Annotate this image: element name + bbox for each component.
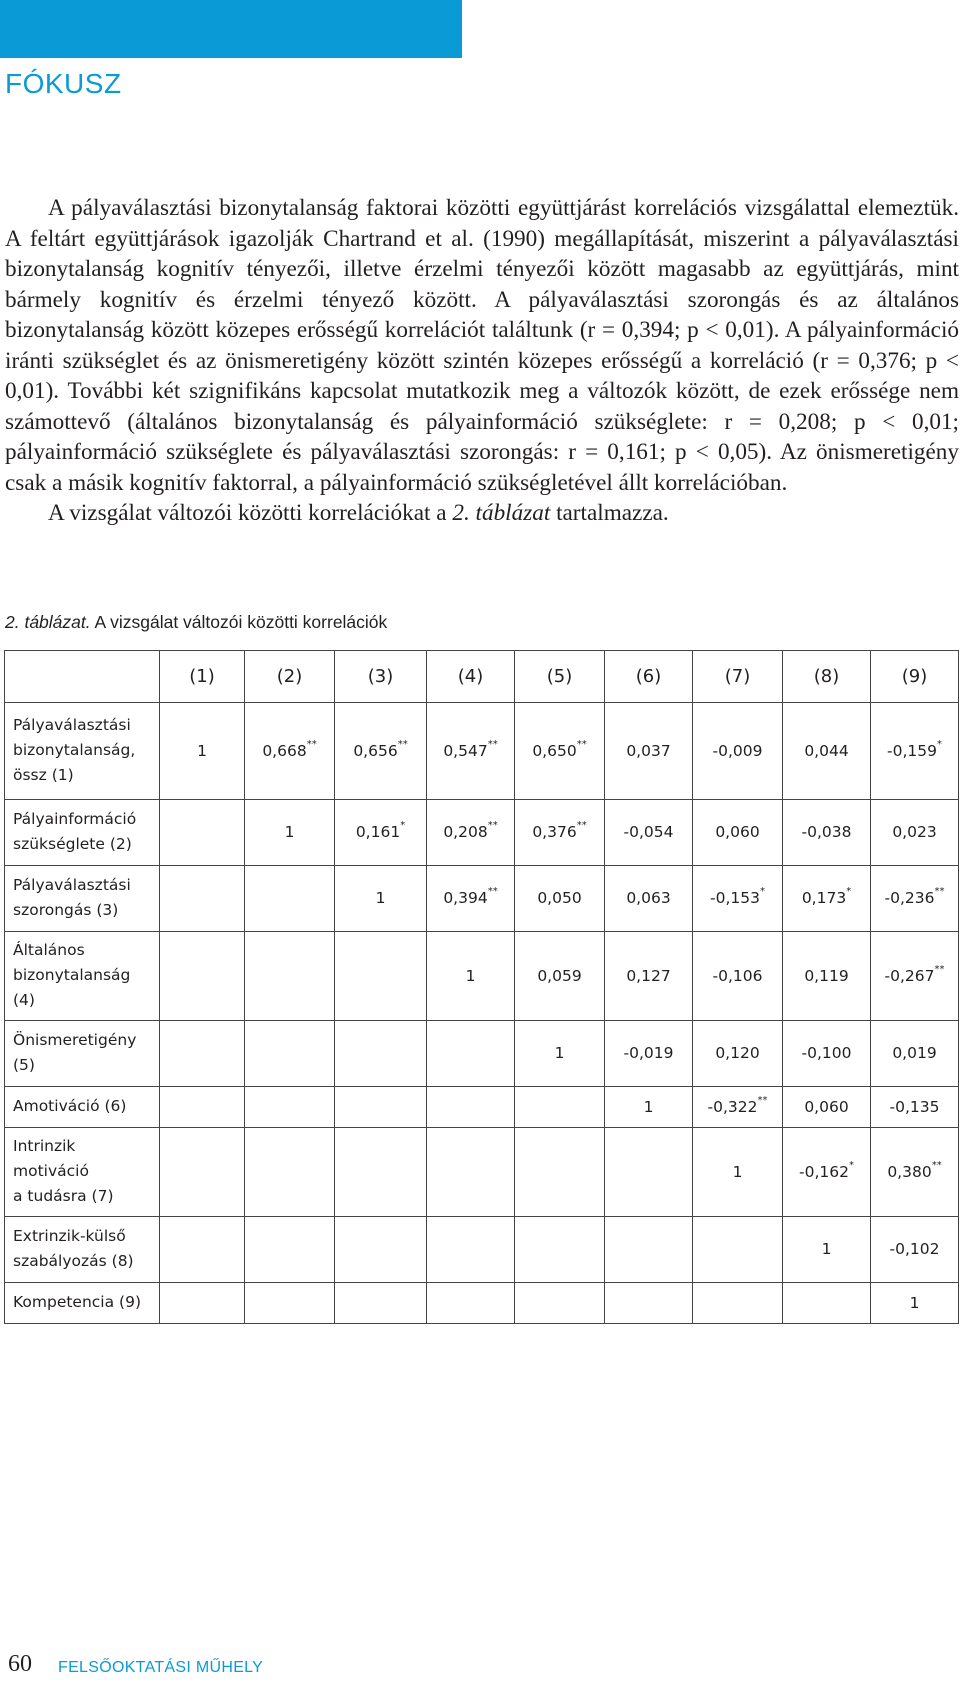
correlation-cell	[871, 1086, 959, 1127]
correlation-value: 1	[554, 1044, 565, 1063]
correlation-cell	[515, 799, 605, 865]
body-paragraph-1: A pályaválasztási bizonytalanság faktorai közötti együttjárást korrelációs vizsgálattal elemeztük. A feltárt együttjárások igazolják Chartrand et al. (1990) megállapítását, miszerint a pályaválasztási bizonytalanság kognitív tényezői, illetve érzelmi tényezői között magasabb az együttjárás, mint bármely kognitív és érzelmi tényező között. A pályaválasztási szorongás és az általános bizonytalanság között közepes erősségű korrelációt találtunk (r = 0,394; p < 0,01). A pályainformáció iránti szükséglet és az önismeretigény között szintén közepes erősségű a korreláció (r = 0,376; p < 0,01). További két szignifikáns kapcsolat mutatkozik meg a változók között, de ezek erőssége nem számottevő (általános bizonytalanság és pályainformáció szükséglete: r = 0,208; p < 0,01; pályainformáció szükséglete és pályaválasztási szorongás: r = 0,161; p < 0,05). Az önismeretigény csak a másik kognitív faktorral, a pályainformáció szükségletével állt korrelációban.	[5, 195, 959, 496]
significance-marker: **	[487, 738, 498, 750]
correlation-cell	[515, 703, 605, 800]
correlation-cell	[335, 1127, 427, 1216]
significance-marker: *	[846, 886, 852, 898]
significance-marker: **	[757, 1094, 768, 1106]
column-header: (3)	[335, 651, 427, 703]
correlation-cell	[160, 865, 245, 931]
correlation-cell	[160, 799, 245, 865]
row-label	[5, 1086, 160, 1127]
column-header: (9)	[871, 651, 959, 703]
table-caption-text: A vizsgálat változói közötti korrelációk	[90, 612, 388, 632]
correlation-cell	[427, 1216, 515, 1282]
correlation-value: -0,009	[712, 741, 763, 760]
correlation-cell	[871, 865, 959, 931]
row-label-line: Extrinzik-külső	[13, 1227, 126, 1246]
correlation-cell	[871, 1282, 959, 1323]
correlation-value: 1	[375, 889, 386, 908]
correlation-value: 0,060	[804, 1097, 849, 1116]
table-reference: 2. táblázat	[452, 500, 551, 526]
correlation-value: 0,394	[443, 889, 488, 908]
significance-marker: **	[306, 738, 317, 750]
correlation-value: -0,019	[623, 1044, 674, 1063]
correlation-cell	[783, 931, 871, 1020]
correlation-value: 0,044	[804, 741, 849, 760]
table-row	[5, 799, 959, 865]
correlation-cell	[605, 703, 693, 800]
row-label-line: Pályaválasztási	[13, 876, 131, 895]
row-label-line: bizonytalanság	[13, 966, 131, 985]
paragraph-2-after: tartalmazza.	[550, 500, 669, 526]
correlation-value: 0,050	[537, 889, 582, 908]
row-label	[5, 703, 160, 800]
correlation-cell	[160, 1282, 245, 1323]
correlation-value: 0,060	[715, 823, 760, 842]
table-caption	[5, 612, 387, 633]
correlation-cell	[245, 865, 335, 931]
correlation-cell	[693, 931, 783, 1020]
correlation-value: 1	[909, 1293, 920, 1312]
correlation-value: 0,059	[537, 966, 582, 985]
column-header: (5)	[515, 651, 605, 703]
correlation-cell	[605, 865, 693, 931]
correlation-cell	[335, 799, 427, 865]
row-label	[5, 865, 160, 931]
correlation-value: -0,106	[712, 966, 763, 985]
correlation-cell	[335, 1216, 427, 1282]
correlation-value: -0,135	[889, 1097, 940, 1116]
column-header: (4)	[427, 651, 515, 703]
correlation-value: -0,236	[884, 889, 935, 908]
correlation-cell	[783, 865, 871, 931]
correlation-cell	[515, 1020, 605, 1086]
correlation-cell	[160, 1127, 245, 1216]
correlation-cell	[427, 1086, 515, 1127]
row-label	[5, 1020, 160, 1086]
body-text	[5, 193, 959, 529]
table-row	[5, 931, 959, 1020]
correlation-cell	[693, 799, 783, 865]
significance-marker: **	[487, 820, 498, 832]
correlation-cell	[427, 1020, 515, 1086]
correlation-value: -0,038	[801, 823, 852, 842]
correlation-value: 0,208	[443, 823, 488, 842]
correlation-cell	[427, 931, 515, 1020]
correlation-value: 0,376	[532, 823, 577, 842]
correlation-cell	[693, 703, 783, 800]
column-header: (6)	[605, 651, 693, 703]
column-header: (8)	[783, 651, 871, 703]
table-row	[5, 1282, 959, 1323]
correlation-cell	[605, 799, 693, 865]
correlation-value: 0,547	[443, 741, 488, 760]
correlation-value: 0,019	[892, 1044, 937, 1063]
row-label-line: a tudásra (7)	[13, 1187, 114, 1206]
correlation-cell	[605, 1086, 693, 1127]
correlation-value: 0,173	[801, 889, 847, 908]
correlation-value: -0,162	[799, 1162, 849, 1181]
significance-marker: **	[934, 963, 945, 975]
row-label	[5, 1127, 160, 1216]
correlation-cell	[245, 703, 335, 800]
correlation-value: 1	[821, 1240, 832, 1259]
correlation-cell	[605, 931, 693, 1020]
row-label	[5, 1282, 160, 1323]
correlation-cell	[335, 1282, 427, 1323]
correlation-cell	[245, 931, 335, 1020]
correlation-value: 1	[197, 741, 207, 760]
correlation-cell	[427, 1282, 515, 1323]
row-label-line: össz (1)	[13, 766, 74, 785]
correlation-cell	[515, 1216, 605, 1282]
correlation-cell	[245, 799, 335, 865]
correlation-value: 0,063	[626, 889, 671, 908]
correlation-value: -0,267	[884, 966, 935, 985]
row-label-line: Pályainformáció	[13, 810, 137, 829]
correlation-cell	[160, 1020, 245, 1086]
significance-marker: *	[936, 738, 942, 750]
significance-marker: **	[487, 886, 498, 898]
correlation-cell	[160, 1086, 245, 1127]
correlation-cell	[693, 1086, 783, 1127]
correlation-cell	[427, 703, 515, 800]
correlation-cell	[693, 1127, 783, 1216]
page-number: 60	[8, 1651, 32, 1677]
correlation-cell	[871, 799, 959, 865]
correlation-cell	[871, 1020, 959, 1086]
correlation-value: 1	[732, 1162, 743, 1181]
correlation-cell	[160, 703, 245, 800]
correlation-cell	[245, 1020, 335, 1086]
correlation-value: 0,650	[532, 741, 577, 760]
significance-marker: **	[576, 738, 587, 750]
correlation-cell	[515, 931, 605, 1020]
correlation-value: 1	[465, 966, 476, 985]
significance-marker: **	[934, 886, 945, 898]
correlation-cell	[245, 1282, 335, 1323]
correlation-cell	[783, 1282, 871, 1323]
correlation-cell	[783, 703, 871, 800]
significance-marker: *	[400, 820, 406, 832]
correlation-value: 0,656	[353, 741, 398, 760]
table-row	[5, 1127, 959, 1216]
correlation-value: 1	[284, 823, 295, 842]
correlation-cell	[515, 1282, 605, 1323]
row-label-line: motiváció	[13, 1162, 89, 1181]
correlation-cell	[693, 865, 783, 931]
section-label: FÓKUSZ	[5, 68, 122, 99]
significance-marker: *	[848, 1159, 854, 1171]
correlation-cell	[515, 1086, 605, 1127]
row-label	[5, 799, 160, 865]
correlation-cell	[783, 799, 871, 865]
correlation-cell	[245, 1086, 335, 1127]
correlation-value: -0,159	[887, 741, 937, 760]
row-label	[5, 1216, 160, 1282]
significance-marker: **	[397, 738, 408, 750]
correlation-value: 0,668	[262, 741, 307, 760]
correlation-value: 0,380	[887, 1162, 932, 1181]
row-label-line: szorongás (3)	[13, 901, 119, 920]
column-header: (2)	[245, 651, 335, 703]
correlation-cell	[693, 1216, 783, 1282]
paragraph-2-before: A vizsgálat változói közötti korrelációkat a	[48, 500, 453, 526]
correlation-cell	[515, 1127, 605, 1216]
correlation-cell	[160, 1216, 245, 1282]
correlation-value: 1	[643, 1097, 654, 1116]
correlation-cell	[335, 703, 427, 800]
correlation-value: 0,023	[892, 823, 937, 842]
row-label-line: Általános	[13, 941, 85, 960]
correlation-value: 0,127	[626, 966, 671, 985]
correlation-value: -0,100	[801, 1044, 852, 1063]
correlation-cell	[871, 931, 959, 1020]
correlation-cell	[871, 1216, 959, 1282]
row-label-line: szabályozás (8)	[13, 1252, 134, 1271]
correlation-cell	[427, 1127, 515, 1216]
row-label-line: szükséglete (2)	[13, 835, 132, 854]
header-empty-cell	[5, 651, 160, 703]
correlation-cell	[160, 931, 245, 1020]
table-body	[5, 703, 959, 1324]
journal-title: FELSŐOKTATÁSI MŰHELY	[58, 1659, 264, 1676]
row-label-line: Amotiváció (6)	[13, 1097, 127, 1116]
correlation-cell	[515, 865, 605, 931]
correlation-cell	[605, 1282, 693, 1323]
correlation-cell	[693, 1020, 783, 1086]
significance-marker: *	[759, 886, 765, 898]
correlation-cell	[783, 1216, 871, 1282]
correlation-cell	[871, 1127, 959, 1216]
correlation-value: -0,322	[707, 1097, 758, 1116]
table-row	[5, 1020, 959, 1086]
correlation-cell	[605, 1127, 693, 1216]
correlation-cell	[245, 1127, 335, 1216]
row-label-line: bizonytalanság,	[13, 741, 136, 760]
table-row	[5, 703, 959, 800]
correlation-cell	[335, 1020, 427, 1086]
correlation-cell	[427, 865, 515, 931]
correlation-value: -0,102	[889, 1240, 940, 1259]
correlation-cell	[335, 865, 427, 931]
row-label-line: Pályaválasztási	[13, 716, 131, 735]
table-header-row	[5, 651, 959, 703]
correlation-cell	[871, 703, 959, 800]
correlation-value: 0,037	[626, 741, 671, 760]
correlation-cell	[783, 1020, 871, 1086]
body-paragraph-2	[5, 498, 959, 529]
row-label-line: (5)	[13, 1056, 35, 1075]
correlation-cell	[427, 799, 515, 865]
column-header: (1)	[160, 651, 245, 703]
significance-marker: **	[576, 820, 587, 832]
table-row	[5, 1216, 959, 1282]
row-label	[5, 931, 160, 1020]
correlation-cell	[783, 1127, 871, 1216]
row-label-line: (4)	[13, 991, 35, 1010]
table-row	[5, 1086, 959, 1127]
row-label-line: Intrinzik	[13, 1137, 76, 1156]
correlation-cell	[783, 1086, 871, 1127]
row-label-line: Kompetencia (9)	[13, 1293, 141, 1312]
correlation-cell	[693, 1282, 783, 1323]
correlation-value: 0,119	[804, 966, 849, 985]
correlation-value: 0,120	[715, 1044, 760, 1063]
significance-marker: **	[931, 1159, 942, 1171]
correlation-cell	[335, 931, 427, 1020]
table-caption-number: 2. táblázat.	[5, 612, 91, 632]
correlation-cell	[335, 1086, 427, 1127]
column-header: (7)	[693, 651, 783, 703]
correlation-value: 0,161	[355, 823, 401, 842]
row-label-line: Önismeretigény	[13, 1031, 137, 1050]
correlation-value: -0,054	[623, 823, 674, 842]
header-accent-bar	[0, 0, 462, 58]
correlation-cell	[605, 1020, 693, 1086]
correlation-cell	[605, 1216, 693, 1282]
table-row	[5, 865, 959, 931]
correlation-table	[4, 650, 959, 1324]
correlation-value: -0,153	[710, 889, 760, 908]
correlation-cell	[245, 1216, 335, 1282]
